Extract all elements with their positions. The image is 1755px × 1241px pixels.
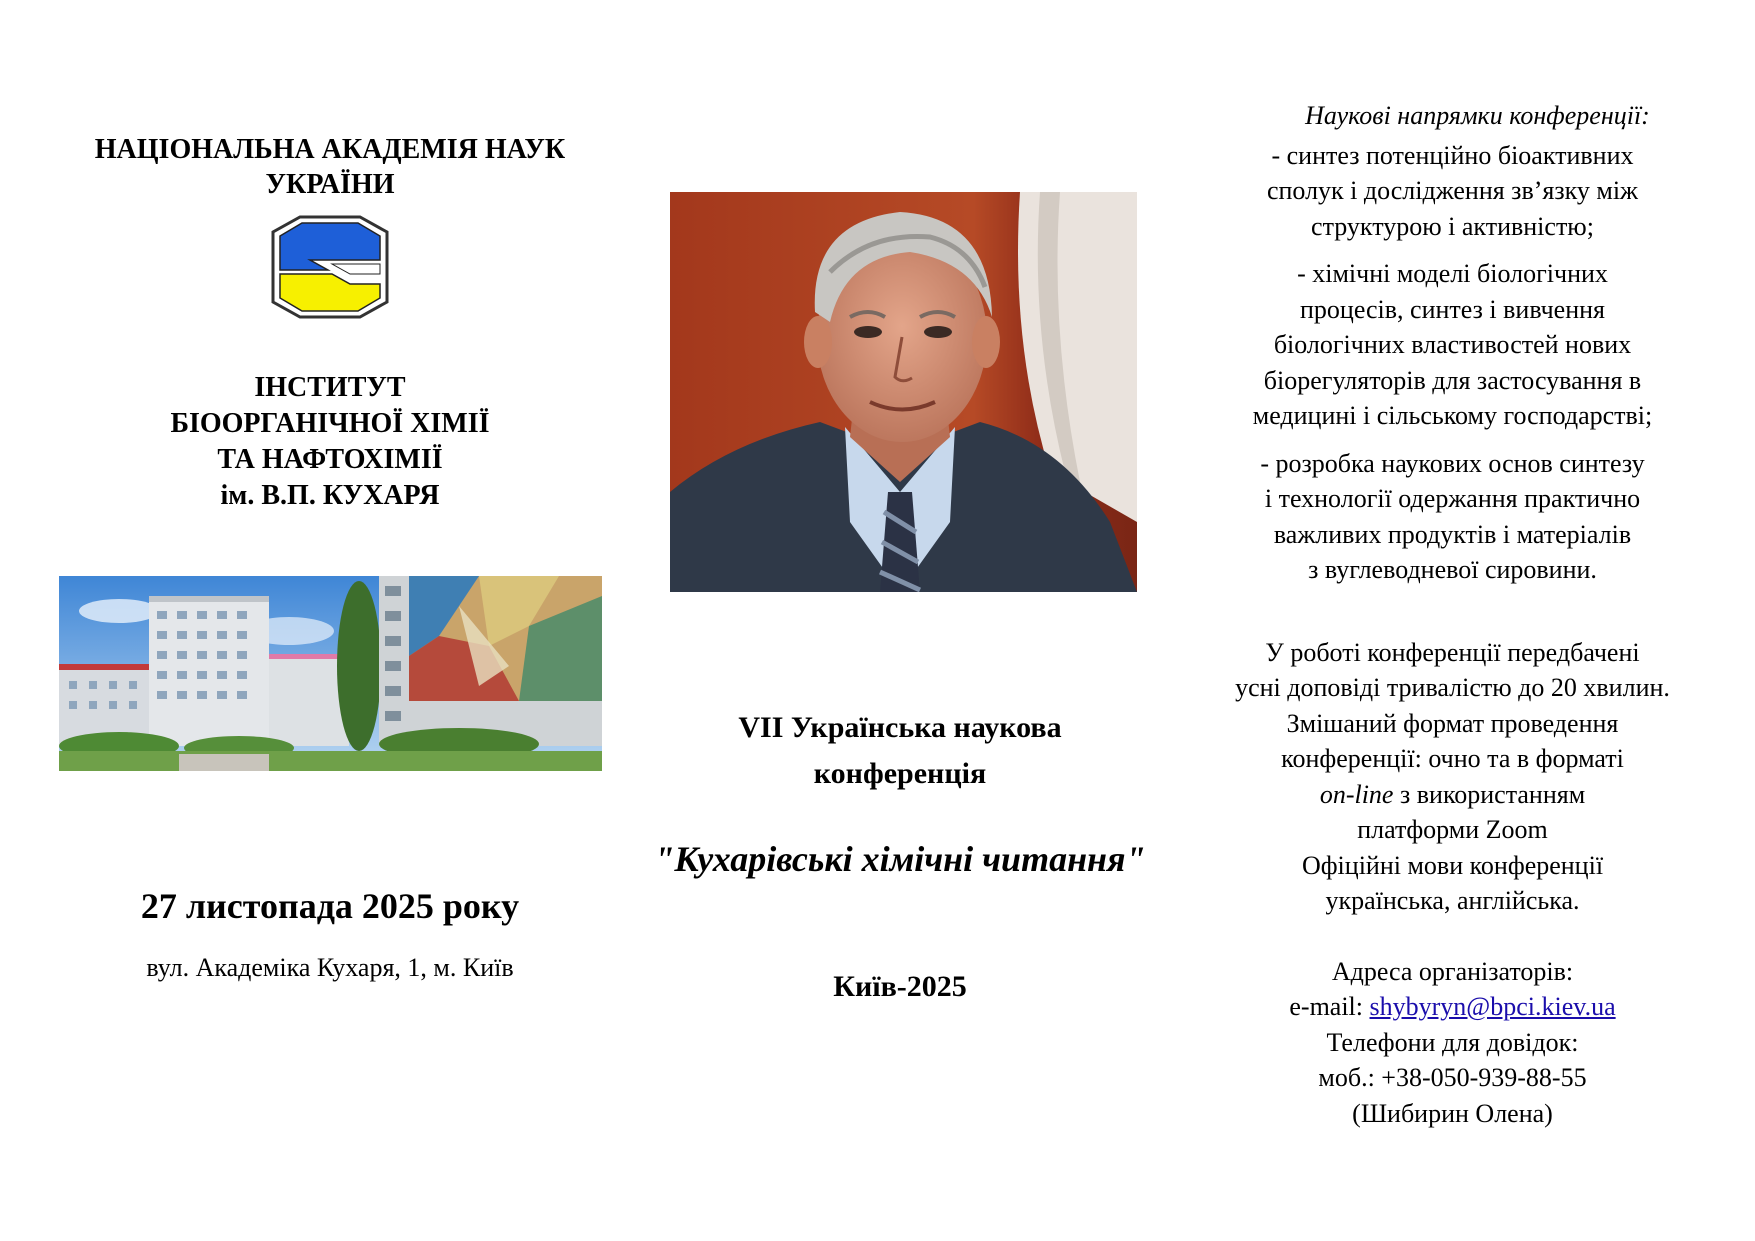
academy-name (60, 132, 600, 202)
direction-line: важливих продуктів і матеріалів (1273, 519, 1632, 549)
online-word: on-line (1319, 779, 1394, 809)
conference-address: вул. Академіка Кухаря, 1, м. Київ (146, 953, 514, 982)
contacts-heading: Адреса організаторів: (1331, 956, 1574, 986)
email-line (1195, 989, 1710, 1025)
directions-heading: Наукові напрямки конференції: (1305, 101, 1650, 130)
institute-building-photo (59, 576, 602, 771)
institute-line-4: ім. В.П. КУХАРЯ (220, 480, 440, 511)
email-label: e-mail: (1289, 992, 1370, 1021)
phones-heading: Телефони для довідок: (1326, 1027, 1579, 1057)
institute-line-1: ІНСТИТУТ (254, 372, 406, 403)
institute-line-2: БІООРГАНІЧНОЇ ХІМІЇ (170, 408, 490, 439)
direction-line: медицині і сільському господарстві; (1252, 401, 1653, 430)
format-line: конференції: очно та в форматі (1281, 744, 1624, 773)
direction-line: біорегуляторів для застосування в (1263, 365, 1642, 395)
academy-line-2: УКРАЇНИ (265, 169, 395, 200)
institute-name (80, 370, 580, 514)
spacer (1195, 919, 1710, 954)
academy-line-1: НАЦІОНАЛЬНА АКАДЕМІЯ НАУК (94, 134, 566, 165)
conference-info (1195, 98, 1710, 1131)
institute-logo (270, 214, 390, 320)
direction-line: сполук і дослідження зв’язку між (1266, 176, 1639, 205)
languages-line: українська, англійська. (1325, 886, 1580, 915)
format-line-rest: з використанням (1393, 779, 1586, 809)
institute-line-3: ТА НАФТОХІМІЇ (217, 444, 443, 475)
conference-title (620, 705, 1180, 797)
direction-line: процесів, синтез і вивчення (1299, 294, 1606, 324)
languages-line: Офіційні мови конференції (1301, 850, 1604, 880)
direction-line: - хімічні моделі біологічних (1297, 259, 1608, 288)
format-line: У роботі конференції передбачені (1265, 637, 1640, 667)
conference-title-line-1: VII Українська наукова (738, 711, 1062, 744)
conference-title-line-2: конференція (813, 757, 987, 790)
direction-line: - розробка наукових основ синтезу (1260, 448, 1645, 478)
direction-line: - синтез потенційно біоактивних (1271, 140, 1634, 170)
direction-line: біологічних властивостей нових (1273, 330, 1632, 359)
conference-date: 27 листопада 2025 року (140, 886, 520, 926)
format-line: Змішаний формат проведення (1286, 708, 1619, 738)
direction-line: структурою і активністю; (1311, 211, 1594, 241)
conference-name: "Кухарівські хімічні читання" (654, 839, 1146, 879)
phone-number: моб.: +38-050-939-88-55 (1318, 1063, 1587, 1092)
format-line: усні доповіді тривалістю до 20 хвилин. (1235, 673, 1670, 702)
direction-item (1195, 256, 1710, 434)
direction-line: з вуглеводневої сировини. (1308, 555, 1597, 584)
direction-item (1195, 138, 1710, 245)
format-line: платформи Zoom (1357, 815, 1548, 844)
format-line (1195, 777, 1710, 813)
contacts (1195, 954, 1710, 1132)
contact-person: (Шибирин Олена) (1352, 1098, 1553, 1128)
direction-item (1195, 446, 1710, 588)
logo-icon (270, 214, 390, 320)
conference-city-year: Київ-2025 (833, 970, 967, 1003)
spacer (1195, 600, 1710, 635)
direction-line: і технології одержання практично (1264, 484, 1641, 513)
format-info (1195, 635, 1710, 919)
portrait-photo (670, 192, 1137, 592)
email-link[interactable]: shybyryn@bpci.kiev.ua (1369, 992, 1616, 1021)
